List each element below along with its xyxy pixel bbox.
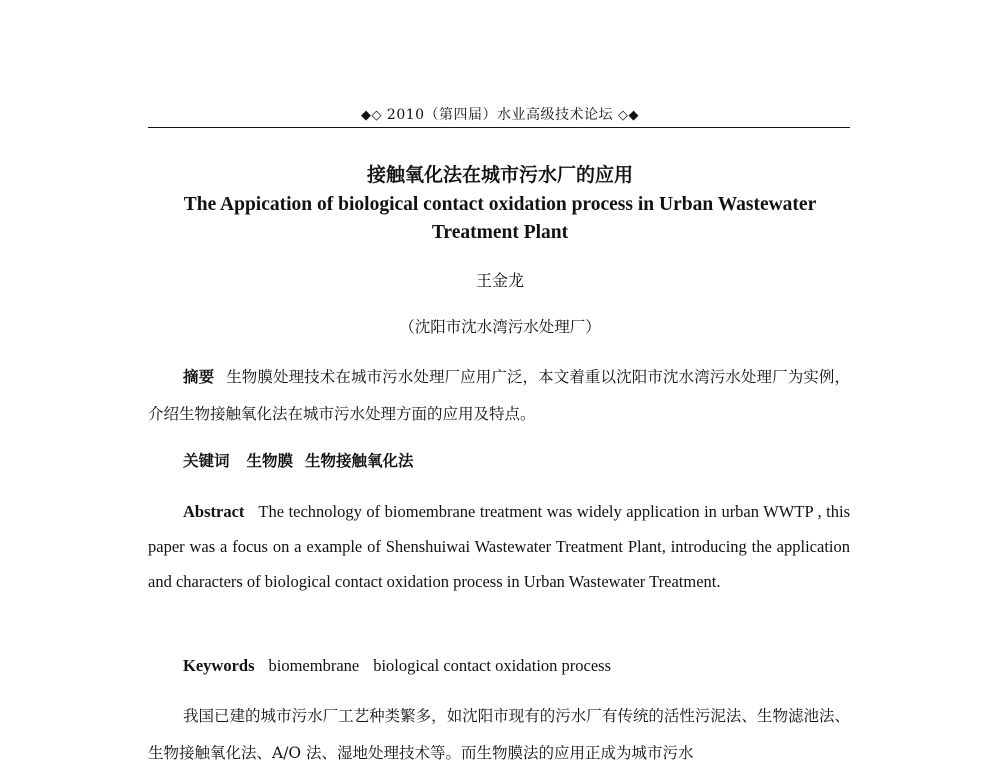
author-affiliation: （沈阳市沈水湾污水处理厂） xyxy=(399,318,601,336)
keywords-cn-term: 生物膜 xyxy=(246,451,293,470)
running-header xyxy=(0,104,1000,124)
header-left-diamonds: ◆◇ xyxy=(360,108,382,123)
body-paragraph: 我国已建的城市污水厂工艺种类繁多，如沈阳市现有的污水厂有传统的活性污泥法、生物滤池法、生物接触氧化法、A/O 法、湿地处理技术等。而生物膜法的应用正成为城市污水 xyxy=(148,707,850,762)
title-chinese: 接触氧化法在城市污水厂的应用 xyxy=(366,164,633,186)
author-name: 王金龙 xyxy=(475,271,524,290)
abstract-chinese xyxy=(148,358,850,433)
keywords-cn-term: 生物接触氧化法 xyxy=(304,451,414,470)
abstract-cn-label: 摘要 xyxy=(183,367,215,386)
keywords-en-term: biological contact oxidation process xyxy=(373,656,612,675)
header-right-diamonds: ◇◆ xyxy=(618,108,640,123)
abstract-cn-text: 生物膜处理技术在城市污水处理厂应用广泛，本文着重以沈阳市沈水湾污水处理厂为实例，介绍生物接触氧化法在城市污水处理方面的应用及特点。 xyxy=(148,368,850,423)
header-divider xyxy=(148,127,850,128)
keywords-english xyxy=(148,648,850,683)
keywords-cn-label: 关键词 xyxy=(183,451,230,470)
title-english: The Appication of biological contact oxidation process in Urban Wastewater Treatment Plant xyxy=(183,194,817,243)
abstract-en-label: Abstract xyxy=(183,502,245,521)
keywords-en-term: biomembrane xyxy=(268,656,360,675)
keywords-chinese xyxy=(148,442,850,480)
header-text: 2010（第四届）水业高级技术论坛 xyxy=(386,107,614,123)
keywords-en-label: Keywords xyxy=(183,656,255,675)
abstract-en-text: The technology of biomembrane treatment was widely application in urban WWTP , this paper was a focus on a example of Shenshuiwai Wastewater Treatment Plant, introducing the application and characters of biological contact oxidation process in Urban Wastewater Treatment. xyxy=(148,502,850,591)
abstract-english xyxy=(148,494,850,599)
